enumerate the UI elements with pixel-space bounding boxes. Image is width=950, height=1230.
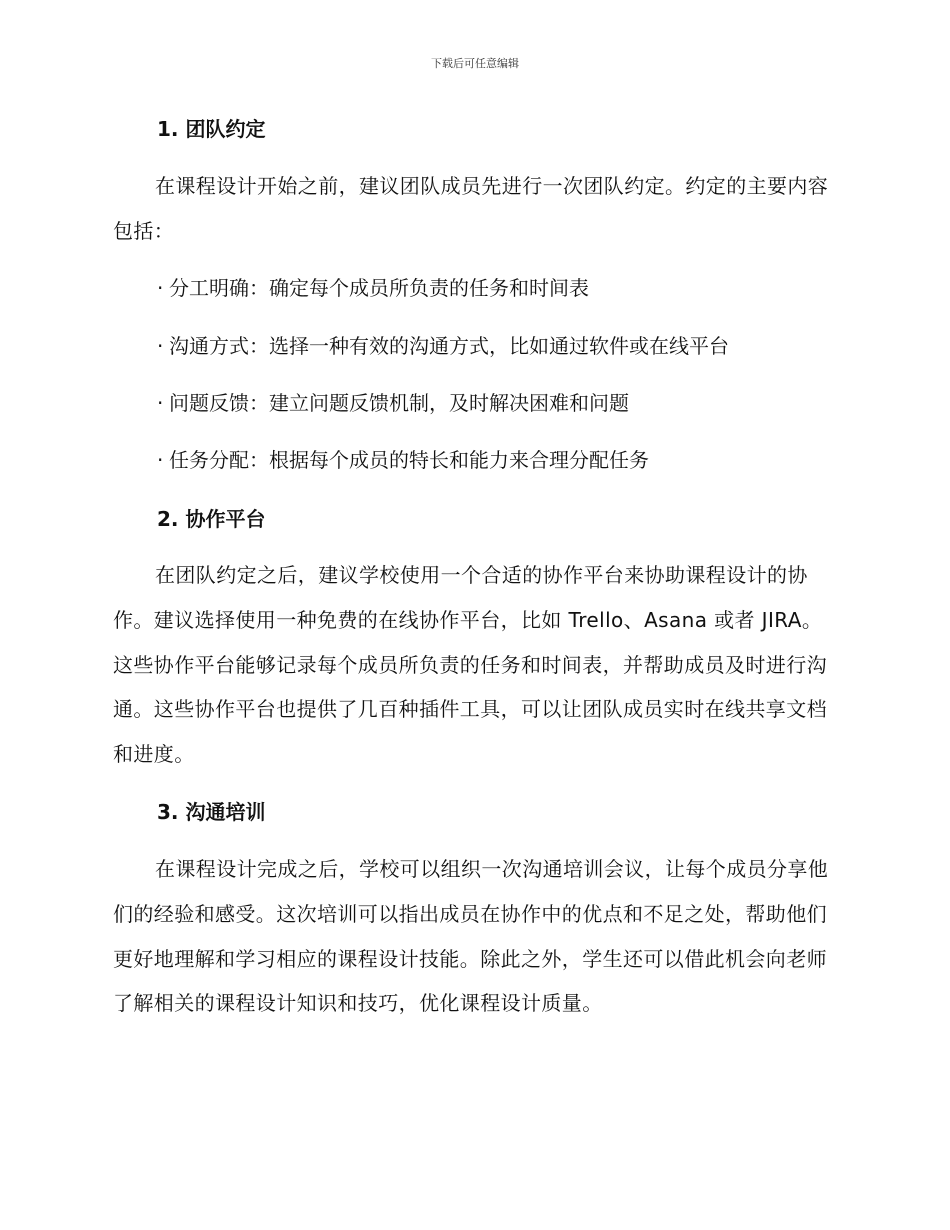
page-header: 下载后可任意编辑 — [431, 57, 519, 70]
bullet-dot-icon: · — [157, 391, 164, 415]
bullet-text: 问题反馈：建立问题反馈机制，及时解决困难和问题 — [169, 391, 629, 415]
section-heading-collaboration-platform: 2. 协作平台 — [157, 507, 266, 531]
section-heading-communication-training: 3. 沟通培训 — [157, 800, 266, 824]
section-paragraph-communication-training: 在课程设计完成之后，学校可以组织一次沟通培训会议，让每个成员分享他们的经验和感受。这次培训可以指出成员在协作中的优点和不足之处，帮助他们更好地理解和学习相应的课程设计技能。除此之外，学生还可以借此机会向老师了解相关的课程设计知识和技巧，优化课程设计质量。 — [113, 857, 829, 1016]
bullet-dot-icon: · — [157, 276, 164, 300]
section-heading-team-agreement: 1. 团队约定 — [157, 117, 266, 141]
bullet-dot-icon: · — [157, 448, 164, 472]
bullet-item — [157, 332, 729, 360]
bullet-item — [157, 389, 629, 417]
bullet-dot-icon: · — [157, 334, 164, 358]
section-paragraph-collaboration-platform: 在团队约定之后，建议学校使用一个合适的协作平台来协助课程设计的协作。建议选择使用一种免费的在线协作平台，比如 Trello、Asana 或者 JIRA。这些协作平台能够记录每个成员所负责的任务和时间表，并帮助成员及时进行沟通。这些协作平台也提供了几百种插件工具，可以让团队成员实时在线共享文档和进度。 — [113, 563, 827, 767]
section-paragraph-team-agreement: 在课程设计开始之前，建议团队成员先进行一次团队约定。约定的主要内容包括： — [113, 174, 829, 243]
bullet-item — [157, 274, 589, 302]
bullet-text: 分工明确：确定每个成员所负责的任务和时间表 — [169, 276, 589, 300]
bullet-text: 沟通方式：选择一种有效的沟通方式，比如通过软件或在线平台 — [169, 334, 729, 358]
bullet-text: 任务分配：根据每个成员的特长和能力来合理分配任务 — [169, 448, 649, 472]
bullet-item — [157, 446, 649, 474]
